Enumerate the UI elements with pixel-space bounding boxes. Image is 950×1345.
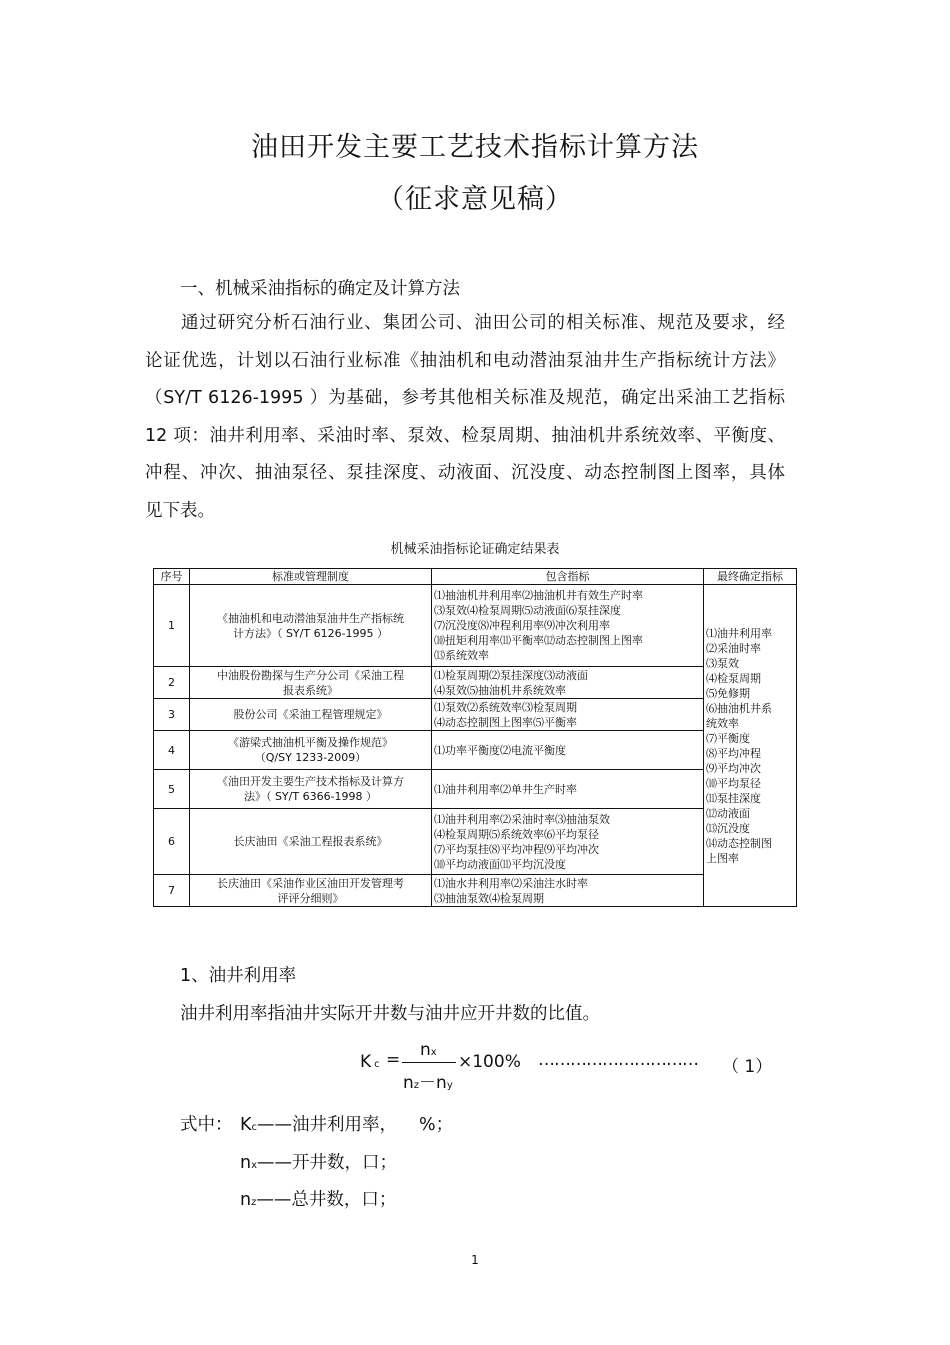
indicator-line: ⑺平均泵挂⑻平均冲程⑼平均冲次 — [434, 842, 599, 856]
indicator-line: ⑴抽油机井利用率⑵抽油机井有效生产时率 — [434, 589, 643, 602]
final-line: ⑾泵挂深度 — [706, 791, 761, 805]
standard-line: 报表系统》 — [283, 683, 338, 697]
intro-line: 12 项：油井利用率、采油时率、泵效、检泵周期、抽油机井系统效率、平衡度、 — [145, 425, 785, 446]
row-number: 7 — [154, 875, 190, 907]
final-line: ⑶泵效 — [706, 656, 739, 670]
indicators-cell — [432, 667, 704, 699]
final-line: ⒁动态控制图 — [706, 836, 772, 850]
final-line: 上图率 — [706, 851, 739, 865]
row-number: 4 — [154, 731, 190, 770]
formula-equals: = — [386, 1050, 401, 1070]
standard-line: 评评分细则》 — [277, 891, 344, 905]
where-item: nz——总井数，口； — [240, 1190, 397, 1210]
final-line: ⑴油井利用率 — [706, 626, 772, 640]
where-item: nx——开井数，口； — [240, 1153, 398, 1173]
indicator-line: ⑴油水井利用率⑵采油注水时率 — [434, 876, 588, 890]
formula-denominator: nz－ny — [403, 1073, 453, 1093]
indicator-line: ⑶抽油泵效⑷检泵周期 — [434, 891, 544, 905]
formula-numerator: nx — [420, 1040, 437, 1060]
final-line: ⑵采油时率 — [706, 641, 761, 655]
standard-cell — [190, 875, 432, 907]
standard-cell — [190, 809, 432, 875]
final-indicators-cell — [704, 585, 797, 907]
table-caption: 机械采油指标论证确定结果表 — [390, 542, 560, 557]
standard-line: 中油股份勘探与生产分公司《采油工程 — [217, 668, 404, 682]
standard-line: 股份公司《采油工程管理规定》 — [233, 708, 388, 721]
equation-number: （ 1） — [722, 1057, 773, 1077]
where-label: 式中： — [180, 1115, 233, 1135]
fraction-bar — [402, 1062, 456, 1063]
standard-line: 长庆油田《采油作业区油田开发管理考 — [217, 876, 404, 890]
intro-line: 冲程、冲次、抽油泵径、泵挂深度、动液面、沉没度、动态控制图上图率，具体 — [145, 463, 785, 483]
final-line: 统效率 — [706, 716, 739, 730]
intro-line: （SY/T 6126-1995 ）为基础，参考其他相关标准及规范，确定出采油工艺指标 — [145, 388, 785, 408]
final-line: ⑸免修期 — [706, 686, 750, 700]
indicators-cell — [432, 585, 704, 667]
final-line: ⑽平均泵径 — [706, 776, 761, 790]
standard-cell — [190, 770, 432, 809]
final-line: ⑷检泵周期 — [706, 671, 761, 685]
indicator-line: ⒀系统效率 — [434, 649, 489, 662]
table-header: 序号 — [154, 569, 190, 585]
indicator-line: ⑽平均动液面⑾平均沉没度 — [434, 857, 566, 871]
indicators-cell — [432, 809, 704, 875]
indicators-cell — [432, 731, 704, 770]
final-line: ⑺平衡度 — [706, 731, 750, 745]
indicators-cell — [432, 699, 704, 731]
indicator-line: ⑴油井利用率⑵采油时率⑶抽油泵效 — [434, 812, 610, 826]
standard-line: （Q/SY 1233-2009） — [254, 751, 367, 764]
indicator-line: ⑷检泵周期⑸系统效率⑹平均泵径 — [434, 827, 599, 841]
table-header: 标准或管理制度 — [190, 569, 432, 585]
row-number: 2 — [154, 667, 190, 699]
standard-line: 长庆油田《采油工程报表系统》 — [233, 835, 388, 848]
formula-leader-dots: ………………………… — [538, 1050, 698, 1070]
standard-cell — [190, 667, 432, 699]
standard-line: 《油田开发主要生产技术指标及计算方 — [217, 775, 404, 788]
row-number: 3 — [154, 699, 190, 731]
indicator-line: ⑶泵效⑷检泵周期⑸动液面⑹泵挂深度 — [434, 604, 621, 617]
intro-line: 通过研究分析石油行业、集团公司、油田公司的相关标准、规范及要求，经 — [181, 313, 785, 333]
section-heading: 一、机械采油指标的确定及计算方法 — [180, 279, 460, 299]
standard-cell — [190, 699, 432, 731]
row-number: 5 — [154, 770, 190, 809]
indicator-line: ⑴油井利用率⑵单井生产时率 — [434, 782, 577, 796]
standard-line: 《游梁式抽油机平衡及操作规范》 — [228, 736, 393, 749]
final-line: ⑿动液面 — [706, 806, 750, 820]
row-number: 6 — [154, 809, 190, 875]
page-subtitle: （征求意见稿） — [377, 184, 573, 215]
indicator-table — [153, 568, 797, 907]
indicators-cell — [432, 770, 704, 809]
indicator-line: ⑺沉没度⑻冲程利用率⑼冲次利用率 — [434, 619, 610, 632]
final-line: ⑹抽油机井系 — [706, 701, 772, 715]
standard-line: 法》（ SY/T 6366-1998 ） — [243, 790, 378, 803]
page-number: 1 — [471, 1253, 479, 1267]
row-number: 1 — [154, 585, 190, 667]
subsection-heading: 1、油井利用率 — [180, 966, 297, 986]
formula-lhs: Kc — [360, 1052, 380, 1072]
indicator-line: ⑷动态控制图上图率⑸平衡率 — [434, 715, 577, 729]
formula-times: ×100% — [458, 1052, 521, 1072]
table-header: 包含指标 — [432, 569, 704, 585]
standard-cell — [190, 731, 432, 770]
page-title: 油田开发主要工艺技术指标计算方法 — [251, 132, 699, 163]
definition-text: 油井利用率指油井实际开井数与油井应开井数的比值。 — [180, 1004, 600, 1024]
indicator-line: ⑴检泵周期⑵泵挂深度⑶动液面 — [434, 668, 588, 682]
standard-line: 计方法》（ SY/T 6126-1995 ） — [232, 626, 389, 640]
final-line: ⑼平均冲次 — [706, 761, 761, 775]
where-item: Kc——油井利用率， %； — [240, 1115, 454, 1135]
standard-cell — [190, 585, 432, 667]
intro-paragraph — [145, 305, 785, 530]
standard-line: 《抽油机和电动潜油泵油井生产指标统 — [217, 611, 404, 625]
indicator-line: ⑴功率平衡度⑵电流平衡度 — [434, 743, 566, 757]
indicator-line: ⑷泵效⑸抽油机井系统效率 — [434, 683, 566, 697]
intro-line: 见下表。 — [145, 500, 215, 521]
indicator-line: ⑽扭矩利用率⑾平衡率⑿动态控制图上图率 — [434, 634, 643, 647]
table-header: 最终确定指标 — [704, 569, 797, 585]
indicators-cell — [432, 875, 704, 907]
final-line: ⒀沉没度 — [706, 821, 750, 835]
indicator-line: ⑴泵效⑵系统效率⑶检泵周期 — [434, 700, 577, 714]
final-line: ⑻平均冲程 — [706, 746, 761, 760]
intro-line: 论证优选，计划以石油行业标准《抽油机和电动潜油泵油井生产指标统计方法》 — [145, 350, 785, 371]
